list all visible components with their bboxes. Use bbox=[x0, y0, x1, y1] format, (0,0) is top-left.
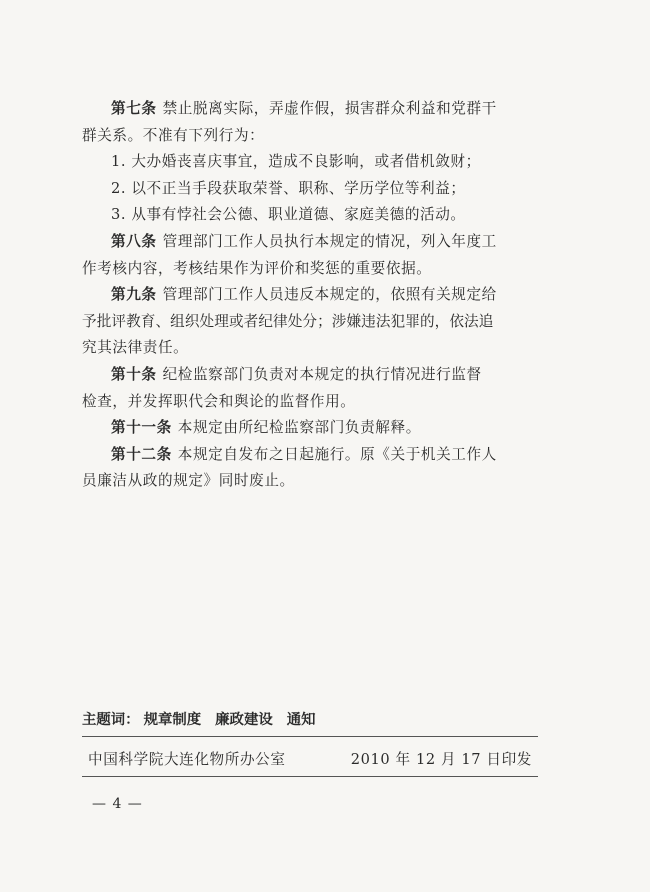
article-12-label: 第十二条 bbox=[111, 445, 172, 463]
article-7-item-2: 2. 以不正当手段获取荣誉、职称、学历学位等利益； bbox=[111, 179, 466, 197]
article-9-line-3: 究其法律责任。 bbox=[82, 339, 189, 357]
article-10-line-1 bbox=[82, 362, 560, 389]
article-11-line-1 bbox=[82, 415, 560, 442]
issue-date: 2010 年 12 月 17 日印发 bbox=[350, 751, 532, 768]
keyword-item: 规章制度 bbox=[143, 712, 202, 728]
article-12-line-1 bbox=[82, 442, 560, 469]
article-7-label: 第七条 bbox=[111, 100, 157, 117]
article-8-text: 管理部门工作人员执行本规定的情况，列入年度工 bbox=[162, 232, 497, 250]
subject-keywords bbox=[82, 708, 326, 729]
article-7-line-1 bbox=[82, 96, 560, 123]
article-10-label: 第十条 bbox=[111, 365, 157, 383]
article-7-item-3: 3. 从事有悖社会公德、职业道德、家庭美德的活动。 bbox=[111, 206, 466, 224]
footer-bottom-rule bbox=[82, 776, 538, 777]
article-11-text: 本规定由所纪检监察部门负责解释。 bbox=[177, 419, 421, 437]
article-12-line-2: 员廉洁从政的规定》同时废止。 bbox=[82, 472, 295, 490]
article-10-text: 纪检监察部门负责对本规定的执行情况进行监督 bbox=[162, 365, 482, 383]
keyword-item: 廉政建设 bbox=[215, 712, 273, 728]
article-8-line-2: 作考核内容，考核结果作为评价和奖惩的重要依据。 bbox=[82, 259, 432, 277]
page-number: — 4 — bbox=[92, 796, 143, 812]
keyword-item: 通知 bbox=[286, 712, 316, 728]
article-8-line-1 bbox=[82, 229, 560, 256]
article-9-label: 第九条 bbox=[111, 286, 157, 304]
article-9-line-1 bbox=[82, 282, 560, 309]
article-9-line-2: 予批评教育、组织处理或者纪律处分；涉嫌违法犯罪的，依法追 bbox=[82, 312, 494, 330]
article-7-item-1: 1. 大办婚丧喜庆事宜，造成不良影响，或者借机敛财； bbox=[111, 153, 481, 171]
issuer-name: 中国科学院大连化物所办公室 bbox=[88, 751, 286, 768]
article-8-label: 第八条 bbox=[111, 232, 157, 250]
article-9-text: 管理部门工作人员违反本规定的，依照有关规定给 bbox=[162, 286, 497, 304]
issuance-line bbox=[82, 748, 538, 769]
article-10-line-2: 检查，并发挥职代会和舆论的监督作用。 bbox=[82, 392, 356, 410]
article-7-line-2: 群关系。不准有下列行为： bbox=[82, 126, 265, 144]
keywords-label: 主题词： bbox=[82, 712, 140, 728]
article-11-label: 第十一条 bbox=[111, 419, 172, 437]
article-12-text: 本规定自发布之日起施行。原《关于机关工作人 bbox=[177, 445, 497, 463]
article-7-text: 禁止脱离实际，弄虚作假，损害群众利益和党群干 bbox=[162, 100, 497, 117]
regulation-body bbox=[82, 96, 560, 495]
footer-top-rule bbox=[82, 736, 538, 737]
